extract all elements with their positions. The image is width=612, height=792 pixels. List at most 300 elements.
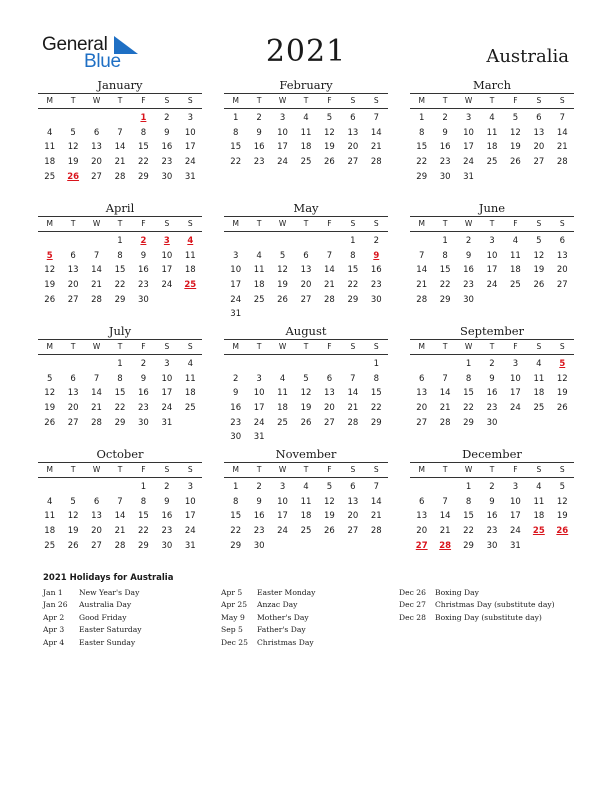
day-cell: 24 bbox=[277, 526, 288, 537]
day-cell: 15 bbox=[230, 511, 242, 522]
day-cell: 7 bbox=[442, 373, 448, 384]
holiday-date: Apr 3 bbox=[43, 625, 65, 635]
empty-day-cell bbox=[224, 234, 247, 249]
weekday-header bbox=[224, 93, 388, 109]
day-cell: 7 bbox=[373, 113, 379, 123]
day-cell: 18 bbox=[486, 142, 498, 153]
weekday-label: T bbox=[442, 465, 448, 474]
day-cell: 15 bbox=[416, 142, 428, 153]
holiday-item bbox=[221, 587, 399, 599]
weekday-label: F bbox=[327, 342, 332, 351]
day-cell: 23 bbox=[486, 403, 498, 414]
day-cell: 8 bbox=[140, 127, 147, 138]
day-cell: 10 bbox=[253, 388, 265, 399]
day-cell: 4 bbox=[47, 127, 53, 138]
day-cell: 11 bbox=[253, 265, 265, 276]
day-cell: 20 bbox=[324, 403, 335, 414]
empty-day-cell bbox=[294, 234, 317, 249]
day-cell: 1 bbox=[233, 113, 239, 123]
empty-day-cell bbox=[247, 234, 270, 249]
day-grid bbox=[38, 355, 202, 430]
day-cell: 22 bbox=[347, 280, 359, 291]
day-cell: 20 bbox=[533, 142, 545, 153]
day-cell: 5 bbox=[303, 373, 309, 384]
day-cell: 14 bbox=[370, 496, 382, 507]
day-cell: 4 bbox=[303, 113, 309, 123]
day-cell: 25 bbox=[510, 280, 521, 291]
month-name: January bbox=[97, 78, 143, 92]
day-cell: 11 bbox=[44, 511, 56, 522]
day-cell: 4 bbox=[536, 359, 542, 369]
day-cell: 27 bbox=[556, 280, 568, 291]
day-cell: 14 bbox=[91, 265, 102, 276]
day-cell: 27 bbox=[91, 171, 102, 182]
day-grid bbox=[410, 109, 574, 184]
day-cell: 17 bbox=[253, 403, 265, 414]
day-cell: 19 bbox=[44, 280, 56, 291]
empty-day-cell bbox=[85, 111, 108, 126]
day-cell: 11 bbox=[486, 127, 498, 138]
day-cell: 12 bbox=[324, 496, 335, 507]
day-cell: 21 bbox=[347, 403, 359, 414]
empty-day-cell bbox=[38, 357, 61, 372]
weekday-label: S bbox=[164, 96, 170, 105]
day-cell: 11 bbox=[510, 250, 521, 261]
weekday-label: S bbox=[350, 342, 356, 351]
month-name: November bbox=[275, 447, 337, 461]
empty-day-cell bbox=[318, 234, 341, 249]
weekday-label: F bbox=[513, 342, 518, 351]
day-cell: 9 bbox=[233, 388, 239, 399]
weekday-header bbox=[224, 462, 388, 478]
day-cell: 13 bbox=[416, 511, 428, 522]
weekday-label: S bbox=[373, 342, 379, 351]
weekday-label: F bbox=[327, 219, 332, 228]
day-cell: 12 bbox=[510, 127, 521, 138]
day-cell: 2 bbox=[465, 236, 472, 246]
day-cell: 3 bbox=[164, 359, 170, 369]
day-cell: 25 bbox=[300, 526, 312, 537]
day-cell: 20 bbox=[67, 403, 79, 414]
day-cell: 19 bbox=[556, 511, 568, 522]
day-cell: 14 bbox=[347, 388, 359, 399]
day-cell: 13 bbox=[91, 511, 102, 522]
weekday-label: W bbox=[464, 465, 473, 474]
logo-text-general: General bbox=[42, 34, 108, 55]
day-cell: 8 bbox=[373, 373, 379, 384]
weekday-label: S bbox=[187, 465, 193, 474]
day-cell: 23 bbox=[161, 157, 173, 168]
day-cell: 24 bbox=[510, 526, 521, 537]
holiday-item bbox=[221, 637, 399, 649]
day-cell: 7 bbox=[419, 250, 425, 261]
weekday-label: S bbox=[559, 342, 565, 351]
day-cell: 30 bbox=[370, 294, 382, 305]
day-cell: 29 bbox=[138, 540, 149, 551]
empty-day-cell bbox=[61, 480, 84, 495]
weekday-label: S bbox=[559, 465, 565, 474]
day-cell: 3 bbox=[187, 482, 193, 492]
holiday-date: Dec 26 bbox=[399, 588, 426, 597]
empty-day-cell bbox=[294, 357, 317, 372]
day-cell: 15 bbox=[370, 388, 382, 399]
day-cell: 27 bbox=[67, 294, 79, 305]
weekday-label: W bbox=[464, 342, 473, 351]
day-cell: 15 bbox=[114, 265, 126, 276]
holiday-day-cell: 26 bbox=[67, 171, 80, 182]
page-header bbox=[0, 0, 612, 80]
day-cell: 20 bbox=[67, 280, 79, 291]
day-cell: 16 bbox=[161, 142, 173, 153]
day-cell: 1 bbox=[442, 236, 448, 246]
holiday-columns bbox=[43, 587, 583, 649]
day-cell: 24 bbox=[184, 526, 196, 537]
empty-day-cell bbox=[85, 234, 108, 249]
day-cell: 19 bbox=[300, 403, 312, 414]
day-cell: 14 bbox=[114, 511, 126, 522]
empty-day-cell bbox=[271, 357, 294, 372]
day-cell: 31 bbox=[253, 432, 265, 443]
day-cell: 7 bbox=[350, 373, 356, 384]
weekday-header bbox=[38, 93, 202, 109]
holiday-item bbox=[399, 599, 579, 611]
day-cell: 23 bbox=[161, 526, 173, 537]
day-cell: 18 bbox=[533, 388, 545, 399]
day-cell: 12 bbox=[300, 388, 312, 399]
day-cell: 6 bbox=[419, 373, 425, 384]
holiday-column bbox=[43, 587, 221, 649]
holiday-date: Dec 25 bbox=[221, 637, 248, 647]
holiday-day-cell: 25 bbox=[184, 280, 197, 291]
day-cell: 30 bbox=[439, 171, 451, 182]
day-cell: 17 bbox=[161, 265, 173, 276]
month-name: July bbox=[108, 324, 132, 338]
empty-day-cell bbox=[108, 111, 131, 126]
day-cell: 22 bbox=[416, 157, 428, 168]
day-cell: 1 bbox=[140, 482, 147, 492]
day-cell: 4 bbox=[489, 113, 495, 123]
day-cell: 17 bbox=[510, 388, 521, 399]
day-cell: 3 bbox=[279, 482, 286, 492]
day-cell: 9 bbox=[489, 373, 495, 384]
weekday-label: T bbox=[256, 219, 262, 228]
day-cell: 15 bbox=[138, 142, 149, 153]
weekday-label: T bbox=[303, 219, 309, 228]
day-cell: 24 bbox=[463, 157, 474, 168]
day-cell: 30 bbox=[138, 417, 149, 428]
weekday-label: T bbox=[256, 342, 262, 351]
day-cell: 7 bbox=[117, 496, 123, 507]
day-cell: 9 bbox=[489, 496, 495, 507]
day-cell: 6 bbox=[70, 250, 76, 261]
day-cell: 16 bbox=[253, 511, 265, 522]
weekday-header bbox=[38, 216, 202, 232]
weekday-label: M bbox=[232, 465, 239, 474]
day-cell: 8 bbox=[419, 127, 425, 138]
day-cell: 15 bbox=[230, 142, 242, 153]
day-cell: 27 bbox=[347, 157, 359, 168]
day-grid bbox=[224, 109, 388, 170]
day-cell: 8 bbox=[233, 496, 239, 507]
empty-day-cell bbox=[61, 111, 84, 126]
day-cell: 16 bbox=[253, 142, 265, 153]
holiday-name: Easter Saturday bbox=[79, 625, 142, 635]
day-cell: 2 bbox=[164, 113, 170, 123]
day-cell: 11 bbox=[184, 250, 196, 261]
day-cell: 11 bbox=[44, 142, 56, 153]
day-cell: 1 bbox=[419, 113, 425, 123]
day-cell: 6 bbox=[326, 373, 333, 384]
day-cell: 21 bbox=[114, 157, 126, 168]
day-cell: 15 bbox=[114, 388, 126, 399]
day-cell: 21 bbox=[439, 403, 451, 414]
day-cell: 31 bbox=[510, 540, 521, 551]
day-cell: 30 bbox=[161, 171, 173, 182]
day-cell: 8 bbox=[117, 373, 123, 384]
weekday-label: W bbox=[278, 342, 287, 351]
day-cell: 11 bbox=[300, 127, 312, 138]
day-cell: 18 bbox=[300, 511, 312, 522]
day-cell: 3 bbox=[512, 482, 519, 492]
day-cell: 22 bbox=[138, 157, 149, 168]
weekday-header bbox=[224, 216, 388, 232]
day-cell: 21 bbox=[91, 280, 102, 291]
day-cell: 12 bbox=[533, 250, 545, 261]
day-cell: 14 bbox=[91, 388, 102, 399]
holiday-date: Jan 1 bbox=[43, 588, 63, 597]
day-cell: 9 bbox=[442, 127, 448, 138]
day-cell: 15 bbox=[439, 265, 451, 276]
weekday-label: F bbox=[141, 465, 146, 474]
holiday-item bbox=[43, 599, 221, 611]
month-april bbox=[38, 201, 202, 315]
day-cell: 13 bbox=[416, 388, 428, 399]
holiday-date: Apr 5 bbox=[221, 588, 243, 597]
day-cell: 22 bbox=[463, 403, 474, 414]
weekday-header bbox=[410, 462, 574, 478]
logo-text-blue: Blue bbox=[84, 51, 121, 72]
holiday-item bbox=[43, 624, 221, 636]
weekday-label: M bbox=[418, 342, 425, 351]
day-cell: 26 bbox=[510, 157, 521, 168]
weekday-label: S bbox=[559, 96, 565, 105]
day-cell: 18 bbox=[253, 280, 265, 291]
day-cell: 12 bbox=[277, 265, 288, 276]
day-cell: 10 bbox=[161, 250, 173, 261]
weekday-label: S bbox=[350, 96, 356, 105]
day-cell: 9 bbox=[164, 127, 170, 138]
day-cell: 8 bbox=[442, 250, 448, 261]
day-cell: 26 bbox=[324, 157, 335, 168]
day-cell: 21 bbox=[370, 142, 382, 153]
day-cell: 19 bbox=[324, 511, 335, 522]
day-cell: 21 bbox=[324, 280, 335, 291]
day-cell: 23 bbox=[463, 280, 474, 291]
day-cell: 13 bbox=[347, 496, 359, 507]
weekday-label: S bbox=[559, 219, 565, 228]
month-december bbox=[410, 447, 574, 561]
day-cell: 16 bbox=[161, 511, 173, 522]
weekday-label: S bbox=[373, 219, 379, 228]
day-cell: 28 bbox=[439, 417, 451, 428]
day-cell: 24 bbox=[277, 157, 288, 168]
day-cell: 26 bbox=[44, 417, 56, 428]
day-cell: 28 bbox=[114, 171, 126, 182]
day-cell: 26 bbox=[44, 294, 56, 305]
holiday-item bbox=[221, 599, 399, 611]
day-cell: 2 bbox=[373, 236, 379, 246]
day-cell: 3 bbox=[233, 250, 239, 261]
empty-day-cell bbox=[85, 357, 108, 372]
weekday-label: F bbox=[513, 465, 518, 474]
months-container bbox=[38, 78, 575, 561]
holiday-date: Apr 4 bbox=[43, 637, 65, 647]
day-cell: 31 bbox=[463, 171, 474, 182]
weekday-label: W bbox=[464, 219, 473, 228]
holiday-item bbox=[43, 587, 221, 599]
day-cell: 1 bbox=[117, 236, 123, 246]
empty-day-cell bbox=[247, 357, 270, 372]
month-february bbox=[224, 78, 388, 192]
weekday-header bbox=[224, 339, 388, 355]
day-cell: 6 bbox=[350, 482, 356, 492]
day-cell: 2 bbox=[140, 359, 147, 369]
empty-day-cell bbox=[271, 234, 294, 249]
day-cell: 19 bbox=[67, 526, 79, 537]
day-cell: 10 bbox=[510, 373, 521, 384]
weekday-label: W bbox=[92, 96, 101, 105]
day-cell: 10 bbox=[230, 265, 242, 276]
day-cell: 16 bbox=[486, 388, 498, 399]
day-cell: 3 bbox=[465, 113, 472, 123]
day-cell: 16 bbox=[138, 265, 149, 276]
day-cell: 10 bbox=[486, 250, 498, 261]
weekday-label: S bbox=[350, 219, 356, 228]
day-cell: 18 bbox=[44, 526, 56, 537]
day-cell: 30 bbox=[138, 294, 149, 305]
month-october bbox=[38, 447, 202, 561]
day-cell: 29 bbox=[416, 171, 428, 182]
day-cell: 6 bbox=[559, 236, 565, 246]
weekday-header bbox=[410, 339, 574, 355]
day-cell: 26 bbox=[324, 526, 335, 537]
holiday-name: Australia Day bbox=[79, 600, 132, 610]
day-cell: 24 bbox=[184, 157, 196, 168]
calendar-year: 2021 bbox=[265, 34, 347, 69]
empty-day-cell bbox=[410, 480, 433, 495]
day-cell: 5 bbox=[279, 250, 286, 261]
day-cell: 16 bbox=[463, 265, 474, 276]
weekday-label: W bbox=[278, 219, 287, 228]
day-cell: 10 bbox=[277, 496, 288, 507]
holiday-day-cell: 9 bbox=[373, 250, 380, 261]
day-cell: 1 bbox=[350, 236, 356, 246]
day-cell: 16 bbox=[439, 142, 451, 153]
holiday-date: Dec 28 bbox=[399, 612, 426, 622]
day-cell: 23 bbox=[138, 403, 149, 414]
day-cell: 27 bbox=[416, 417, 428, 428]
weekday-label: W bbox=[278, 465, 287, 474]
day-cell: 11 bbox=[533, 496, 545, 507]
day-cell: 19 bbox=[533, 265, 545, 276]
holiday-name: Boxing Day (substitute day) bbox=[435, 612, 542, 622]
day-cell: 2 bbox=[256, 482, 262, 492]
day-cell: 23 bbox=[253, 157, 265, 168]
empty-day-cell bbox=[433, 357, 456, 372]
day-cell: 29 bbox=[439, 294, 451, 305]
day-cell: 20 bbox=[416, 403, 428, 414]
day-cell: 13 bbox=[324, 388, 335, 399]
holiday-day-cell: 27 bbox=[415, 540, 428, 551]
day-cell: 30 bbox=[486, 417, 498, 428]
day-cell: 16 bbox=[230, 403, 242, 414]
empty-day-cell bbox=[410, 234, 433, 249]
weekday-label: S bbox=[536, 342, 542, 351]
month-january bbox=[38, 78, 202, 192]
day-grid bbox=[410, 355, 574, 430]
holiday-date: Apr 2 bbox=[43, 612, 65, 622]
weekday-label: S bbox=[164, 465, 170, 474]
weekday-label: T bbox=[117, 342, 123, 351]
day-cell: 5 bbox=[70, 127, 76, 138]
weekday-label: M bbox=[418, 219, 425, 228]
day-cell: 9 bbox=[140, 373, 147, 384]
empty-day-cell bbox=[410, 357, 433, 372]
day-cell: 8 bbox=[117, 250, 123, 261]
month-name: March bbox=[473, 78, 511, 92]
day-grid bbox=[410, 232, 574, 307]
day-cell: 2 bbox=[256, 113, 262, 123]
day-cell: 9 bbox=[164, 496, 170, 507]
day-cell: 21 bbox=[114, 526, 126, 537]
empty-day-cell bbox=[38, 111, 61, 126]
holiday-list-title: 2021 Holidays for Australia bbox=[43, 573, 174, 583]
day-grid bbox=[38, 478, 202, 553]
day-cell: 6 bbox=[536, 113, 542, 123]
day-cell: 26 bbox=[556, 403, 568, 414]
day-cell: 6 bbox=[350, 113, 356, 123]
day-cell: 30 bbox=[486, 540, 498, 551]
day-cell: 24 bbox=[161, 403, 173, 414]
day-cell: 20 bbox=[91, 157, 102, 168]
day-cell: 29 bbox=[347, 294, 359, 305]
weekday-label: T bbox=[117, 465, 123, 474]
day-cell: 13 bbox=[347, 127, 359, 138]
day-cell: 1 bbox=[117, 359, 123, 369]
weekday-label: T bbox=[70, 342, 76, 351]
day-cell: 13 bbox=[300, 265, 312, 276]
day-cell: 5 bbox=[47, 373, 53, 384]
weekday-header bbox=[410, 216, 574, 232]
weekday-label: F bbox=[141, 219, 146, 228]
holiday-name: Easter Monday bbox=[257, 588, 316, 597]
day-cell: 10 bbox=[510, 496, 521, 507]
weekday-label: S bbox=[536, 465, 542, 474]
day-cell: 17 bbox=[184, 511, 196, 522]
day-cell: 19 bbox=[510, 142, 521, 153]
day-cell: 6 bbox=[419, 496, 425, 507]
day-cell: 30 bbox=[161, 540, 173, 551]
month-name: August bbox=[285, 324, 327, 338]
day-cell: 28 bbox=[114, 540, 126, 551]
month-name: December bbox=[462, 447, 522, 461]
day-cell: 12 bbox=[324, 127, 335, 138]
day-cell: 13 bbox=[67, 388, 79, 399]
day-cell: 6 bbox=[93, 496, 100, 507]
day-cell: 31 bbox=[161, 417, 173, 428]
weekday-label: S bbox=[350, 465, 356, 474]
day-cell: 29 bbox=[463, 540, 474, 551]
